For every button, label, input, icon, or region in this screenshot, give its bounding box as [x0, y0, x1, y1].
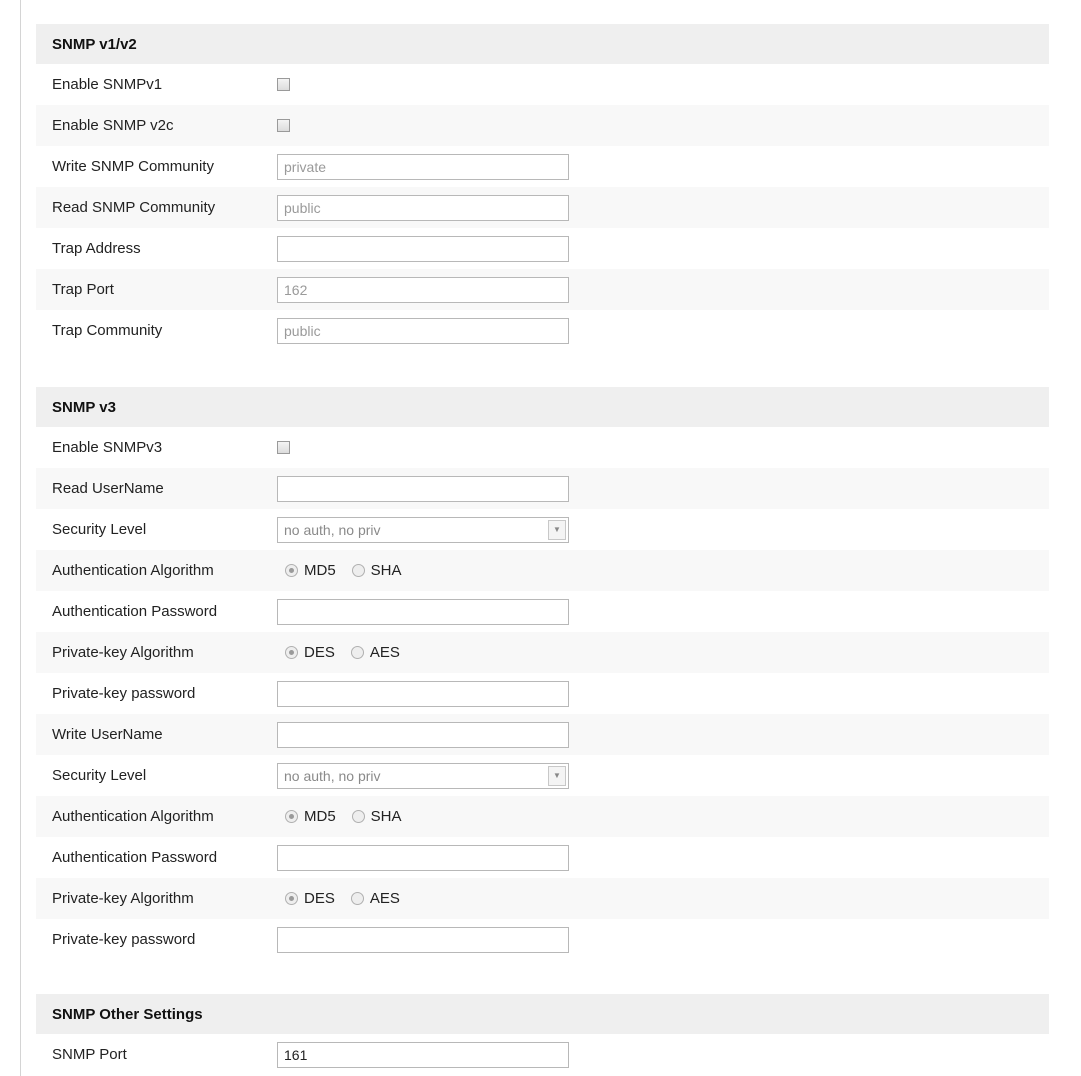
read-priv-password-row: [36, 673, 1049, 714]
write-auth-password-row: [36, 837, 1049, 878]
select-value: no auth, no priv: [284, 767, 381, 784]
field-label: Trap Port: [52, 281, 114, 298]
write-priv-password-row: [36, 919, 1049, 960]
enable-snmpv3-row: [36, 427, 1049, 468]
snmp-v1v2-section: [36, 24, 1049, 351]
field-label: Write UserName: [52, 726, 163, 743]
read-priv-algorithm-row: [36, 632, 1049, 673]
read-priv-aes-radio[interactable]: [351, 646, 364, 659]
field-label: Enable SNMPv1: [52, 76, 163, 93]
field-label: Private-key Algorithm: [52, 644, 194, 661]
read-auth-sha-radio[interactable]: [352, 564, 365, 577]
radio-label: DES: [304, 644, 335, 661]
trap-community-row: [36, 310, 1049, 351]
enable-snmpv1-row: [36, 64, 1049, 105]
field-label: Authentication Algorithm: [52, 808, 214, 825]
field-label: SNMP Port: [52, 1046, 127, 1063]
field-label: Authentication Password: [52, 849, 218, 866]
write-priv-algorithm-row: [36, 878, 1049, 919]
write-priv-des-radio[interactable]: [285, 892, 298, 905]
field-label: Security Level: [52, 767, 147, 784]
read-auth-md5-radio[interactable]: [285, 564, 298, 577]
trap-port-input[interactable]: [277, 277, 569, 303]
field-label: Security Level: [52, 521, 147, 538]
read-security-level-select[interactable]: [277, 517, 569, 543]
enable-snmpv3-checkbox[interactable]: [277, 441, 290, 454]
radio-label: MD5: [304, 808, 336, 825]
radio-label: AES: [369, 890, 400, 907]
chevron-down-icon[interactable]: ▼: [548, 520, 566, 540]
snmp-v3-section: [36, 387, 1049, 960]
enable-snmpv2c-checkbox[interactable]: [277, 119, 290, 132]
write-auth-sha-radio[interactable]: [352, 810, 365, 823]
radio-label: SHA: [370, 808, 402, 825]
read-priv-des-radio[interactable]: [285, 646, 298, 659]
write-auth-algorithm-row: [36, 796, 1049, 837]
radio-label: MD5: [304, 562, 336, 579]
trap-community-input[interactable]: [277, 318, 569, 344]
write-auth-algorithm-radios: [277, 808, 410, 825]
section-title: SNMP Other Settings: [36, 994, 1049, 1034]
enable-snmpv2c-row: [36, 105, 1049, 146]
read-security-level-row: [36, 509, 1049, 550]
field-label: Private-key password: [52, 685, 196, 702]
field-label: Enable SNMP v2c: [52, 117, 174, 134]
radio-label: AES: [369, 644, 400, 661]
read-priv-password-input[interactable]: [277, 681, 569, 707]
field-label: Trap Address: [52, 240, 141, 257]
write-priv-aes-radio[interactable]: [351, 892, 364, 905]
write-security-level-select[interactable]: [277, 763, 569, 789]
snmp-other-section: [36, 994, 1049, 1075]
trap-address-row: [36, 228, 1049, 269]
read-priv-algorithm-radios: [277, 644, 408, 661]
field-label: Private-key Algorithm: [52, 890, 194, 907]
section-title: SNMP v3: [36, 387, 1049, 427]
page-border-line: [20, 0, 21, 1076]
write-username-input[interactable]: [277, 722, 569, 748]
read-username-row: [36, 468, 1049, 509]
read-community-input[interactable]: [277, 195, 569, 221]
field-label: Authentication Algorithm: [52, 562, 214, 579]
read-auth-algorithm-row: [36, 550, 1049, 591]
read-community-row: [36, 187, 1049, 228]
trap-address-input[interactable]: [277, 236, 569, 262]
field-label: Private-key password: [52, 931, 196, 948]
trap-port-row: [36, 269, 1049, 310]
chevron-down-icon[interactable]: ▼: [548, 766, 566, 786]
field-label: Read SNMP Community: [52, 199, 216, 216]
read-auth-algorithm-radios: [277, 562, 410, 579]
field-label: Trap Community: [52, 322, 163, 339]
snmp-port-input[interactable]: [277, 1042, 569, 1068]
field-label: Write SNMP Community: [52, 158, 214, 175]
write-community-input[interactable]: [277, 154, 569, 180]
write-username-row: [36, 714, 1049, 755]
field-label: Read UserName: [52, 480, 164, 497]
write-auth-md5-radio[interactable]: [285, 810, 298, 823]
section-title: SNMP v1/v2: [36, 24, 1049, 64]
write-priv-password-input[interactable]: [277, 927, 569, 953]
write-community-row: [36, 146, 1049, 187]
read-username-input[interactable]: [277, 476, 569, 502]
enable-snmpv1-checkbox[interactable]: [277, 78, 290, 91]
snmp-port-row: [36, 1034, 1049, 1075]
write-auth-password-input[interactable]: [277, 845, 569, 871]
write-security-level-row: [36, 755, 1049, 796]
select-value: no auth, no priv: [284, 521, 381, 538]
field-label: Enable SNMPv3: [52, 439, 163, 456]
field-label: Authentication Password: [52, 603, 218, 620]
radio-label: SHA: [370, 562, 402, 579]
radio-label: DES: [304, 890, 335, 907]
write-priv-algorithm-radios: [277, 890, 408, 907]
read-auth-password-row: [36, 591, 1049, 632]
read-auth-password-input[interactable]: [277, 599, 569, 625]
